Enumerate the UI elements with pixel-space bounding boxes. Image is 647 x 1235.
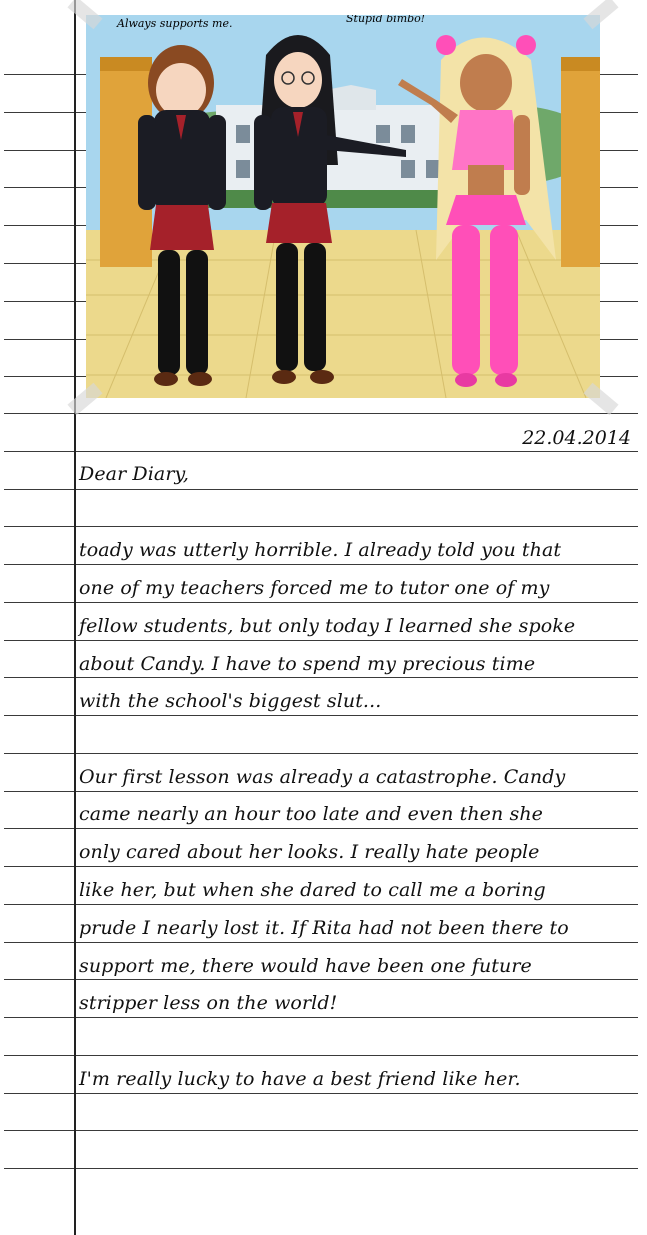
ruled-line [4, 828, 638, 829]
ruled-line [4, 1168, 638, 1169]
ruled-line [4, 640, 638, 641]
taped-illustration [86, 15, 600, 398]
ruled-line [4, 526, 638, 527]
ruled-line [4, 677, 638, 678]
ruled-line [600, 301, 638, 302]
ruled-line [4, 904, 638, 905]
entry-line: only cared about her looks. I really hate people [79, 841, 540, 863]
ruled-line [4, 866, 638, 867]
school-scene-illustration [86, 15, 600, 398]
entry-line: support me, there would have been one future [79, 955, 532, 977]
ruled-line [4, 791, 638, 792]
ruled-line [4, 715, 638, 716]
tape-bottom-right [583, 383, 618, 416]
tape-bottom-left [67, 383, 102, 416]
entry-line: about Candy. I have to spend my precious time [79, 653, 536, 675]
caption-always-supports: Always supports me. [117, 17, 233, 30]
ruled-line [4, 413, 638, 414]
caption-stupid-bimbo: Stupid bimbo! [346, 15, 426, 25]
ruled-line [4, 602, 638, 603]
entry-line: with the school's biggest slut... [79, 690, 382, 712]
ruled-line [4, 1093, 638, 1094]
ruled-line [600, 150, 638, 151]
ruled-line [600, 339, 638, 340]
ruled-line [4, 564, 638, 565]
entry-line: fellow students, but only today I learned she spoke [79, 615, 576, 637]
entry-line: one of my teachers forced me to tutor one of my [79, 577, 550, 599]
ruled-line [600, 263, 638, 264]
ruled-line [600, 74, 638, 75]
entry-date: 22.04.2014 [522, 427, 631, 449]
entry-line: came nearly an hour too late and even then she [79, 803, 544, 825]
ruled-line [600, 112, 638, 113]
entry-greeting: Dear Diary, [79, 463, 189, 485]
entry-line: toady was utterly horrible. I already told you that [79, 539, 562, 561]
tape-top-right [583, 0, 618, 29]
entry-line: I'm really lucky to have a best friend like her. [79, 1068, 521, 1090]
entry-line: prude I nearly lost it. If Rita had not been there to [79, 917, 569, 939]
margin-line [74, 0, 76, 1235]
ruled-line [600, 187, 638, 188]
ruled-line [4, 1017, 638, 1018]
ruled-line [4, 979, 638, 980]
ruled-line [4, 451, 638, 452]
entry-line: stripper less on the world! [79, 992, 338, 1014]
entry-line: Our first lesson was already a catastrophe. Candy [79, 766, 566, 788]
entry-line: like her, but when she dared to call me a boring [79, 879, 546, 901]
ruled-line [4, 1055, 638, 1056]
ruled-line [600, 376, 638, 377]
ruled-line [4, 489, 638, 490]
ruled-line [4, 942, 638, 943]
ruled-line [4, 753, 638, 754]
ruled-line [4, 1130, 638, 1131]
ruled-line [600, 225, 638, 226]
